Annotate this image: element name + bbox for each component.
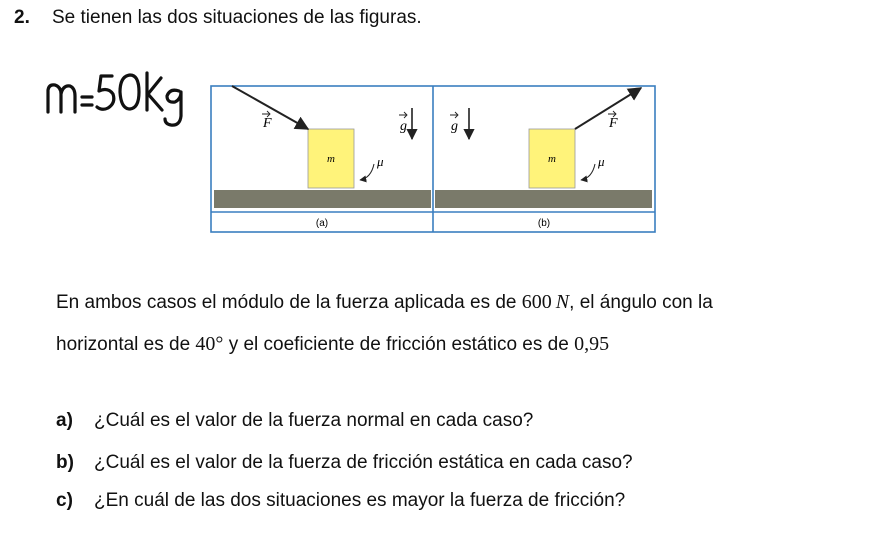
item-text: ¿En cuál de las dos situaciones es mayor la fuerza de fricción?	[94, 490, 626, 511]
item-label: b)	[56, 452, 74, 473]
gravity-label-a: g	[400, 119, 407, 134]
force-value: 600	[521, 291, 552, 313]
item-a	[56, 410, 533, 432]
item-text: ¿Cuál es el valor de la fuerza normal en cada caso?	[94, 410, 534, 431]
physics-figure	[210, 84, 658, 236]
statement-line-2	[56, 333, 609, 356]
question-header	[14, 6, 422, 30]
item-text: ¿Cuál es el valor de la fuerza de fricción estática en cada caso?	[94, 452, 633, 473]
question-number: 2.	[14, 7, 30, 28]
statement-text-1a: En ambos casos el módulo de la fuerza aplicada es de	[56, 292, 522, 313]
item-label: a)	[56, 410, 73, 431]
gravity-label-b: g	[451, 119, 458, 134]
ground-b	[435, 190, 652, 208]
statement-line-1	[56, 291, 713, 314]
item-label: c)	[56, 490, 73, 511]
statement-text-2a: horizontal es de	[56, 334, 196, 355]
statement-text-1b: , el ángulo con la	[569, 292, 713, 313]
mass-label-b: m	[548, 153, 556, 165]
handwritten-mass-note	[44, 64, 204, 134]
mu-value: 0,95	[574, 333, 610, 355]
ground-a	[214, 190, 431, 208]
friction-label-a: μ	[377, 154, 384, 169]
question-prompt: Se tienen las dos situaciones de las figuras.	[52, 7, 422, 28]
caption-b: (b)	[537, 218, 551, 229]
caption-a: (a)	[315, 218, 329, 229]
force-label-b: F	[609, 116, 618, 131]
friction-label-b: μ	[598, 154, 605, 169]
statement-text-2b: y el coeficiente de fricción estático es de	[223, 334, 575, 355]
angle-value: 40°	[195, 333, 224, 355]
mass-label-a: m	[327, 153, 335, 165]
force-label-a: F	[263, 116, 272, 131]
item-c	[56, 490, 625, 512]
force-unit: N	[555, 291, 570, 313]
item-b	[56, 452, 633, 474]
